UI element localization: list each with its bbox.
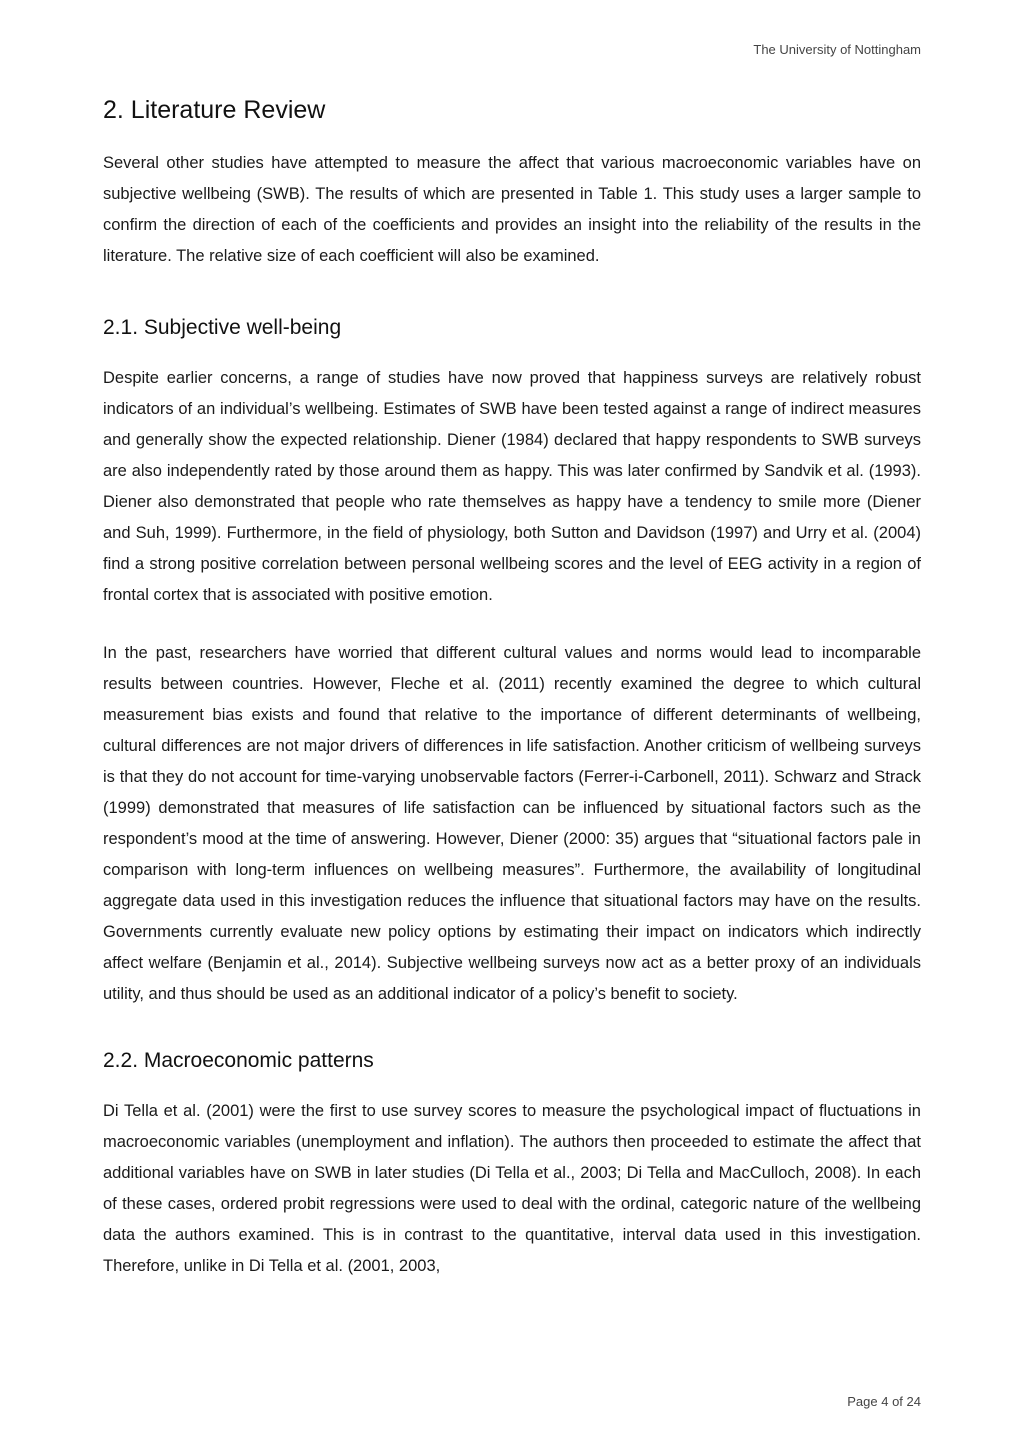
section-title: 2. Literature Review (103, 96, 326, 124)
page-number: Page 4 of 24 (847, 1394, 921, 1409)
subsection-title-macroeconomic-patterns: 2.2. Macroeconomic patterns (103, 1049, 374, 1072)
body-paragraph: In the past, researchers have worried that different cultural values and norms would lead to incomparable results between countries. However, Fleche et al. (2011) recently examined the degree to which cultural measurement bias exists and found that relative to the importance of different determinants of wellbeing, cultural differences are not major drivers of differences in life satisfaction. Another criticism of wellbeing surveys is that they do not account for time-varying unobservable factors (Ferrer-i-Carbonell, 2011). Schwarz and Strack (1999) demonstrated that measures of life satisfaction can be influenced by situational factors such as the respondent’s mood at the time of answering. However, Diener (2000: 35) argues that “situational factors pale in comparison with long-term influences on wellbeing measures”. Furthermore, the availability of longitudinal aggregate data used in this investigation reduces the influence that situational factors may have on the results. Governments currently evaluate new policy options by estimating their impact on indicators which indirectly affect welfare (Benjamin et al., 2014). Subjective wellbeing surveys now act as a better proxy of an individuals utility, and thus should be used as an additional indicator of a policy’s benefit to society. (103, 644, 921, 1003)
section-intro-paragraph: Several other studies have attempted to measure the affect that various macroeconomic variables have on subjective wellbeing (SWB). The results of which are presented in Table 1. This study uses a larger sample to confirm the direction of each of the coefficients and provides an insight into the reliability of the results in the literature. The relative size of each coefficient will also be examined. (103, 154, 921, 265)
body-paragraph: Di Tella et al. (2001) were the first to use survey scores to measure the psychological impact of fluctuations in macroeconomic variables (unemployment and inflation). The authors then proceeded to estimate the affect that additional variables have on SWB in later studies (Di Tella et al., 2003; Di Tella and MacCulloch, 2008). In each of these cases, ordered probit regressions were used to deal with the ordinal, categoric nature of the wellbeing data the authors examined. This is in contrast to the quantitative, interval data used in this investigation. Therefore, unlike in Di Tella et al. (2001, 2003, (103, 1102, 921, 1275)
page-content (103, 92, 921, 1282)
running-head: The University of Nottingham (753, 42, 921, 57)
subsection-title-subjective-wellbeing: 2.1. Subjective well-being (103, 316, 342, 339)
body-paragraph: Despite earlier concerns, a range of studies have now proved that happiness surveys are relatively robust indicators of an individual’s wellbeing. Estimates of SWB have been tested against a range of indirect measures and generally show the expected relationship. Diener (1984) declared that happy respondents to SWB surveys are also independently rated by those around them as happy. This was later confirmed by Sandvik et al. (1993). Diener also demonstrated that people who rate themselves as happy have a tendency to smile more (Diener and Suh, 1999). Furthermore, in the field of physiology, both Sutton and Davidson (1997) and Urry et al. (2004) find a strong positive correlation between personal wellbeing scores and the level of EEG activity in a region of frontal cortex that is associated with positive emotion. (103, 369, 921, 604)
